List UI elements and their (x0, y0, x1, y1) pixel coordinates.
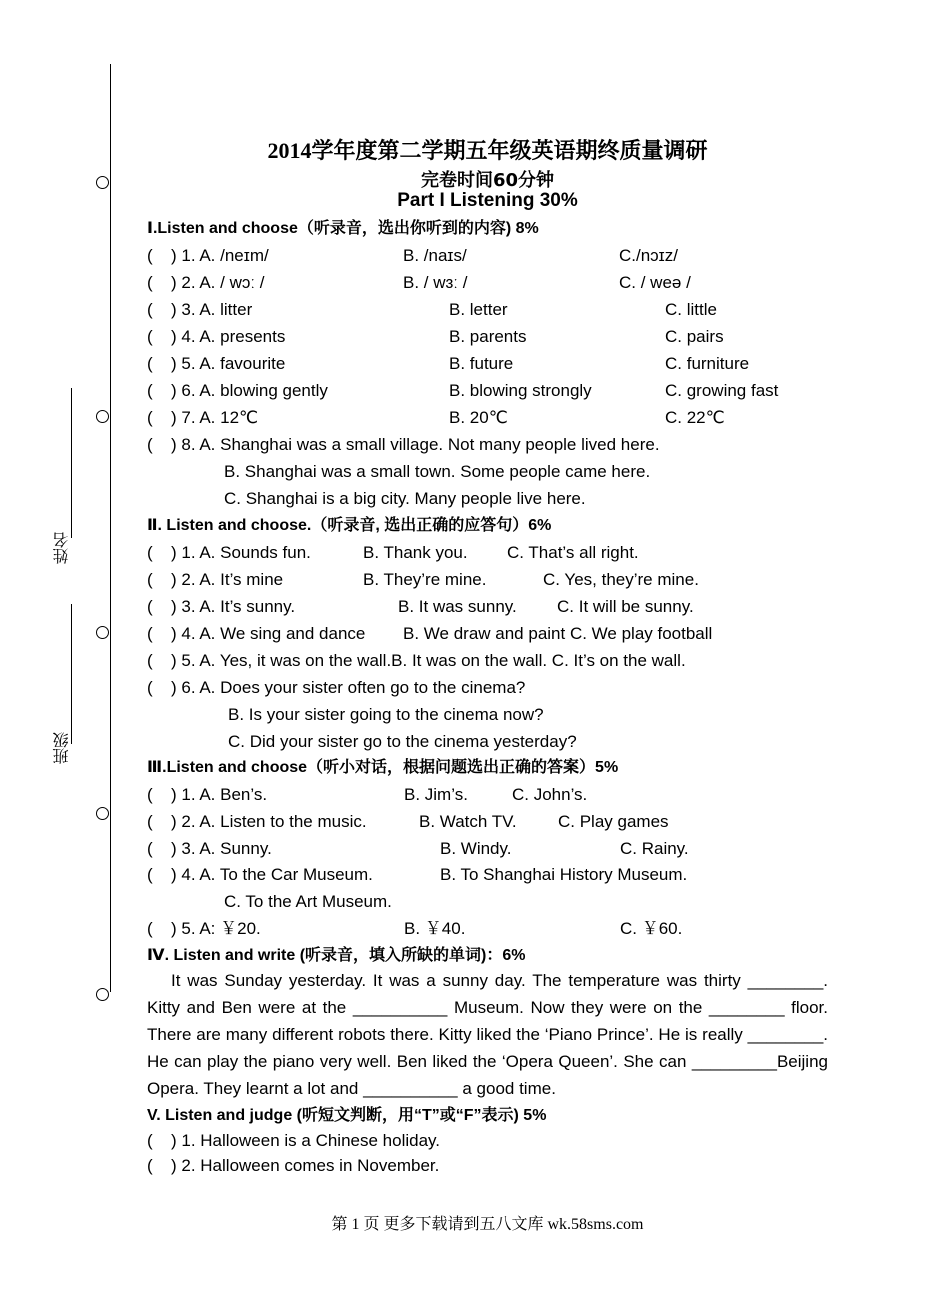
section-heading: Ⅲ.Listen and choose（听小对话，根据问题选出正确的答案）5% (147, 759, 619, 776)
class-label: 班级 (52, 732, 71, 764)
option-c: C. That’s all right. (507, 543, 639, 562)
option-c: C. It will be sunny. (557, 597, 694, 616)
question-row (147, 324, 837, 350)
option-c: C. ￥60. (620, 919, 683, 938)
question-row (147, 862, 837, 888)
answer-bracket: ( (147, 246, 153, 265)
option-a: ) 1. A. /neɪm/ (171, 246, 269, 265)
option-b: B. letter (449, 300, 508, 319)
option-b: B. / wɜː / (403, 273, 468, 292)
option-c: C. pairs (665, 327, 724, 346)
option-a: ) 4. A. To the Car Museum. (171, 865, 373, 884)
binding-hole (96, 807, 109, 820)
answer-bracket: ( (147, 543, 153, 562)
option-c: C. growing fast (665, 381, 779, 400)
question-row (147, 243, 837, 269)
option-a: ) 4. A. We sing and dance (171, 624, 366, 643)
answer-bracket: ( (147, 570, 153, 589)
option-c: C. Play games (558, 812, 669, 831)
answer-bracket: ( (147, 919, 153, 938)
binding-hole (96, 410, 109, 423)
answer-bracket: ( (147, 1131, 153, 1150)
option-a: ) 5. A. favourite (171, 354, 286, 373)
option-c: C. To the Art Museum. (224, 892, 392, 911)
option-c: C. little (665, 300, 717, 319)
option-b: B. Shanghai was a small town. Some people came here. (224, 462, 651, 481)
question-row (147, 809, 837, 835)
answer-bracket: ( (147, 327, 153, 346)
answer-bracket: ( (147, 839, 153, 858)
exam-duration: 完卷时间60分钟 (420, 170, 555, 191)
exam-title: 2014学年度第二学期五年级英语期终质量调研 (267, 138, 708, 163)
question-row (147, 782, 837, 808)
option-c: C./nɔɪz/ (619, 246, 678, 265)
question-row (147, 405, 837, 431)
question-row (147, 567, 837, 593)
name-blank-line (71, 388, 72, 538)
answer-bracket: ( (147, 624, 153, 643)
binding-hole (96, 626, 109, 639)
page-footer: 第 1 页 更多下载请到五八文库 wk.58sms.com (331, 1216, 644, 1233)
option-b: B. Jim’s. (404, 785, 468, 804)
answer-bracket: ( (147, 812, 153, 831)
section-heading: Ⅳ. Listen and write (听录音，填入所缺的单词)：6% (147, 947, 526, 964)
answer-bracket: ( (147, 1156, 153, 1175)
question-row (147, 675, 837, 701)
question-row (147, 540, 837, 566)
option-a: ) 2. A. / wɔː / (171, 273, 265, 292)
question-row (147, 351, 837, 377)
option-a: ) 3. A. litter (171, 300, 253, 319)
answer-bracket: ( (147, 435, 153, 454)
option-b: B. Thank you. (363, 543, 468, 562)
part-heading: Part I Listening 30% (397, 190, 578, 211)
answer-bracket: ( (147, 865, 153, 884)
question-row (147, 432, 837, 458)
question-row (147, 297, 837, 323)
option-a: ) 2. A. It’s mine (171, 570, 284, 589)
option-a: ) 5. A: ￥20. (171, 919, 261, 938)
question-row (147, 1128, 837, 1154)
answer-bracket: ( (147, 785, 153, 804)
option-c: C. Did your sister go to the cinema yesterday? (228, 732, 577, 751)
option-a: ) 1. A. Ben’s. (171, 785, 268, 804)
option-c: C. Yes, they’re mine. (543, 570, 699, 589)
section-heading: Ⅰ.Listen and choose（听录音，选出你听到的内容) 8% (147, 220, 539, 237)
question-row (147, 378, 837, 404)
option-b: B. Watch TV. (419, 812, 517, 831)
question-row (147, 916, 837, 942)
option-a: ) 7. A. 12℃ (171, 408, 259, 427)
section-heading: Ⅱ. Listen and choose.（听录音, 选出正确的应答句）6% (147, 517, 552, 534)
section-heading: V. Listen and judge (听短文判断，用“T”或“F”表示) 5% (147, 1107, 547, 1124)
option-a: ) 1. A. Sounds fun. (171, 543, 311, 562)
option-b: B. parents (449, 327, 527, 346)
answer-bracket: ( (147, 597, 153, 616)
option-b: B. Windy. (440, 839, 512, 858)
option-b: B. blowing strongly (449, 381, 592, 400)
option-c: C. John’s. (512, 785, 588, 804)
option-b: B. ￥40. (404, 919, 466, 938)
question-row (147, 836, 837, 862)
option-a: ) 6. A. Does your sister often go to the cinema? (171, 678, 526, 697)
question-row (147, 1153, 837, 1179)
option-a: ) 3. A. It’s sunny. (171, 597, 296, 616)
option-a: ) 8. A. Shanghai was a small village. Not many people lived here. (171, 435, 660, 454)
option-b: B. We draw and paint C. We play football (403, 624, 713, 643)
option-a: ) 3. A. Sunny. (171, 839, 272, 858)
option-c: C. Rainy. (620, 839, 689, 858)
answer-bracket: ( (147, 408, 153, 427)
option-c: C. furniture (665, 354, 750, 373)
question-row (147, 648, 837, 674)
answer-bracket: ( (147, 273, 153, 292)
answer-bracket: ( (147, 678, 153, 697)
question-row (147, 621, 837, 647)
option-a: ) 4. A. presents (171, 327, 286, 346)
option-a: ) 2. A. Listen to the music. (171, 812, 367, 831)
fill-in-passage: It was Sunday yesterday. It was a sunny day. The temperature was thirty ________. Kitty and Ben were at the __________ Museum. Now they were on the ________ floor. There are many different robots there. Kitty liked the ‘Piano Prince’. He is really ________. He can play the piano very well. Ben liked the ‘Opera Queen’. She can _________Beijing Opera. They learnt a lot and __________ a good time. (147, 971, 828, 1098)
option-b: B. They’re mine. (363, 570, 487, 589)
class-blank-line (71, 604, 72, 744)
answer-bracket: ( (147, 381, 153, 400)
answer-bracket: ( (147, 651, 153, 670)
binding-hole (96, 988, 109, 1001)
answer-bracket: ( (147, 354, 153, 373)
option-a: ) 5. A. Yes, it was on the wall.B. It was on the wall. C. It’s on the wall. (171, 651, 686, 670)
statement: ) 2. Halloween comes in November. (171, 1156, 440, 1175)
option-c: C. 22℃ (665, 408, 725, 427)
option-b: B. To Shanghai History Museum. (440, 865, 688, 884)
name-label: 姓名 (52, 532, 71, 564)
option-c: C. Shanghai is a big city. Many people live here. (224, 489, 586, 508)
statement: ) 1. Halloween is a Chinese holiday. (171, 1131, 440, 1150)
option-b: B. 20℃ (449, 408, 508, 427)
answer-bracket: ( (147, 300, 153, 319)
question-row (147, 594, 837, 620)
option-b: B. /naɪs/ (403, 246, 467, 265)
option-b: B. Is your sister going to the cinema now? (228, 705, 544, 724)
option-b: B. It was sunny. (398, 597, 517, 616)
option-a: ) 6. A. blowing gently (171, 381, 328, 400)
option-b: B. future (449, 354, 514, 373)
option-c: C. / weə / (619, 273, 691, 292)
question-row (147, 270, 837, 296)
